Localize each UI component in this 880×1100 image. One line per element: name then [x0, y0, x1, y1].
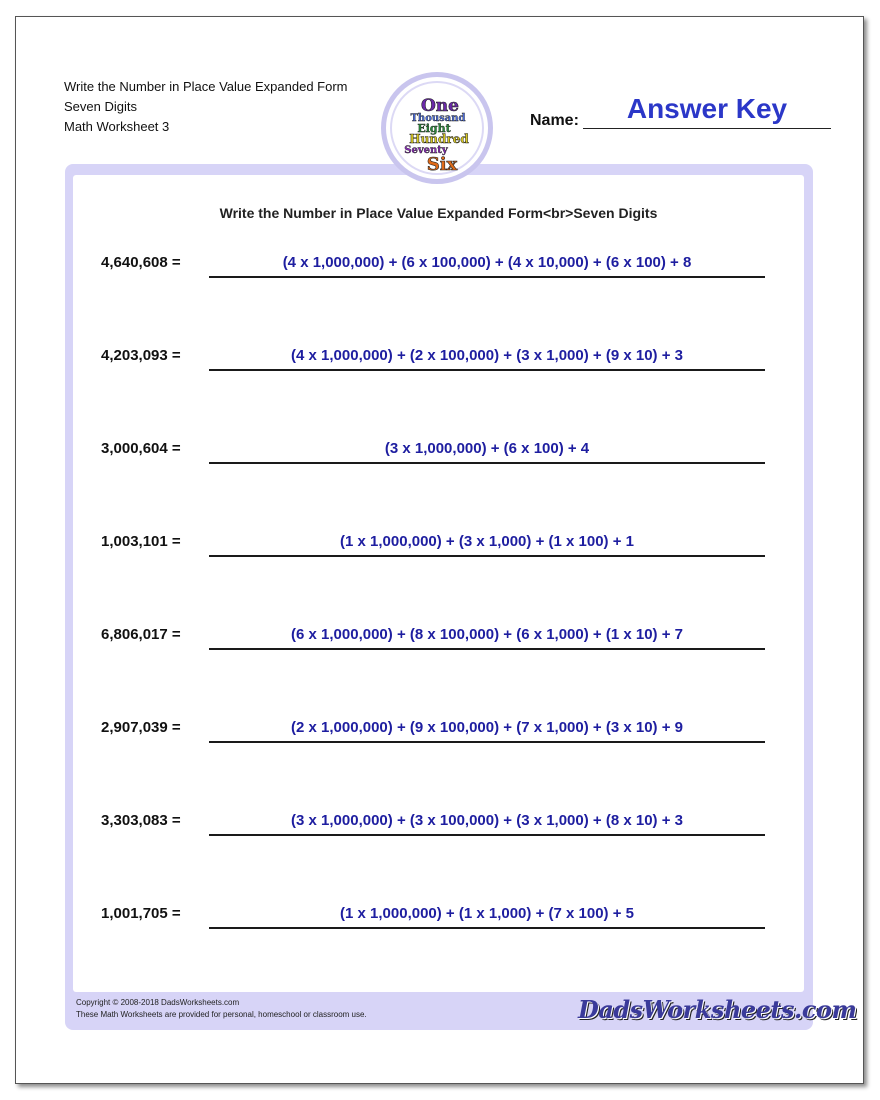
problem-number: 6,806,017 =: [101, 626, 181, 643]
answer-line: [209, 555, 765, 557]
answer-line: [209, 276, 765, 278]
worksheet-title: Write the Number in Place Value Expanded Form<br>Seven Digits: [219, 205, 658, 221]
logo-graphic: [386, 77, 488, 179]
problem-number: 2,907,039 =: [101, 719, 181, 736]
answer-line: [209, 834, 765, 836]
name-value-answer-key: Answer Key: [626, 93, 788, 124]
problem-panel: [73, 175, 804, 992]
problem-answer: (6 x 1,000,000) + (8 x 100,000) + (6 x 1,000) + (1 x 10) + 7: [291, 626, 683, 643]
number-words-logo: [381, 72, 493, 184]
problem-number: 3,000,604 =: [101, 440, 181, 457]
logo-word-eight: Eight: [417, 122, 451, 135]
worksheet-header: [64, 77, 348, 137]
problem-row: [73, 533, 804, 573]
problem-number: 4,203,093 =: [101, 347, 181, 364]
header-worksheet-number: Math Worksheet 3: [64, 119, 170, 134]
footer: [76, 997, 367, 1021]
header-title: Write the Number in Place Value Expanded Form: [64, 79, 348, 94]
problem-row: [73, 440, 804, 480]
logo-word-thousand: Thousand: [410, 113, 466, 124]
name-label: Name:: [530, 112, 579, 129]
answer-line: [209, 741, 765, 743]
problem-number: 1,003,101 =: [101, 533, 181, 550]
problem-row: [73, 254, 804, 294]
problem-number: 1,001,705 =: [101, 905, 181, 922]
usage-notice: These Math Worksheets are provided for personal, homeschool or classroom use.: [76, 1010, 367, 1019]
problem-number: 3,303,083 =: [101, 812, 181, 829]
problem-answer: (1 x 1,000,000) + (3 x 1,000) + (1 x 100) + 1: [340, 533, 634, 550]
worksheet-page: [15, 16, 864, 1084]
problem-row: [73, 905, 804, 945]
logo-word-hundred: Hundred: [409, 132, 469, 146]
name-underline: [583, 128, 831, 129]
answer-line: [209, 648, 765, 650]
answer-line: [209, 369, 765, 371]
problem-row: [73, 719, 804, 759]
logo-word-seventy: Seventy: [404, 145, 448, 156]
dadsworksheets-logo: DadsWorksheets.com: [578, 995, 857, 1024]
answer-line: [209, 927, 765, 929]
problem-row: [73, 626, 804, 666]
problem-answer: (4 x 1,000,000) + (2 x 100,000) + (3 x 1,000) + (9 x 10) + 3: [291, 347, 683, 364]
problem-answer: (1 x 1,000,000) + (1 x 1,000) + (7 x 100) + 5: [340, 905, 634, 922]
problem-number: 4,640,608 =: [101, 254, 181, 271]
answer-line: [209, 462, 765, 464]
problem-answer: (2 x 1,000,000) + (9 x 100,000) + (7 x 1,000) + (3 x 10) + 9: [291, 719, 683, 736]
problem-row: [73, 812, 804, 852]
copyright-text: Copyright © 2008-2018 DadsWorksheets.com: [76, 998, 240, 1007]
logo-word-one: One: [421, 96, 459, 116]
problem-row: [73, 347, 804, 387]
header-subtitle: Seven Digits: [64, 99, 137, 114]
problem-answer: (3 x 1,000,000) + (3 x 100,000) + (3 x 1,000) + (8 x 10) + 3: [291, 812, 683, 829]
problem-answer: (3 x 1,000,000) + (6 x 100) + 4: [384, 440, 590, 457]
logo-word-six: Six: [426, 154, 458, 175]
problem-answer: (4 x 1,000,000) + (6 x 100,000) + (4 x 10,000) + (6 x 100) + 8: [282, 254, 692, 271]
